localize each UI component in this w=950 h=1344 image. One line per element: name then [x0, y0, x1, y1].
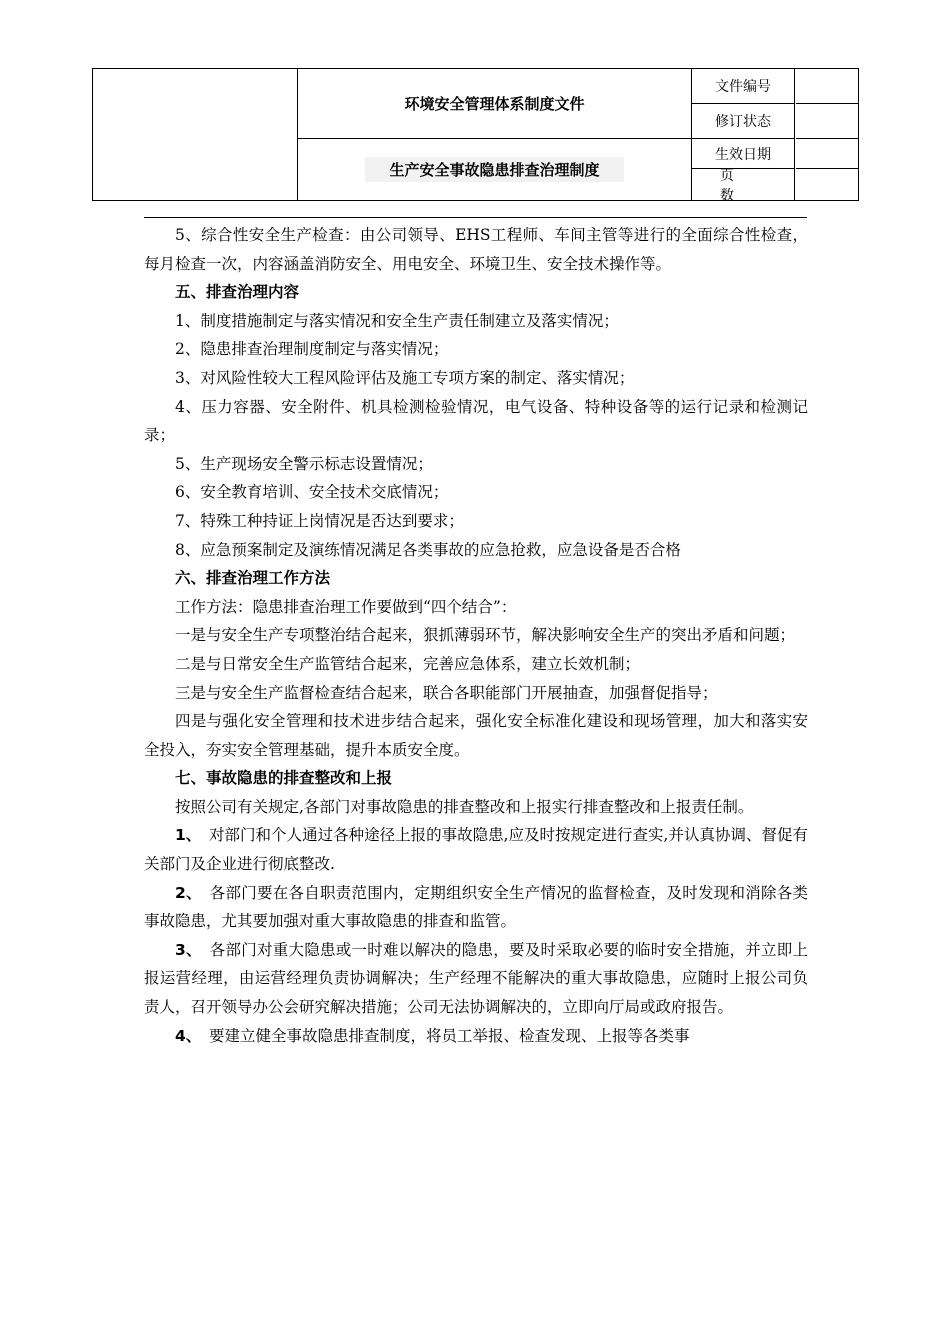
- section-heading: 五、排查治理内容: [175, 283, 300, 302]
- item-number: 1、: [175, 826, 194, 845]
- paragraph: [144, 821, 808, 878]
- pages-label: 页数: [692, 169, 795, 200]
- doc-no-value: [796, 69, 858, 104]
- effective-date-label: 生效日期: [692, 139, 795, 169]
- logo-cell: [93, 69, 298, 200]
- paragraph: 3、对风险性较大工程风险评估及施工专项方案的制定、落实情况；: [175, 368, 635, 387]
- paragraph: 8、应急预案制定及演练情况满足各类事故的应急抢救，应急设备是否合格: [175, 540, 681, 559]
- pages-value: [796, 169, 858, 200]
- header-rule: [144, 217, 807, 218]
- item-number: 3、: [175, 940, 195, 959]
- paragraph: [144, 936, 808, 1022]
- paragraph: 四是与强化安全管理和技术进步结合起来，强化安全标准化建设和现场管理，加大和落实安全投入，夯实安全管理基础，提升本质安全度。: [144, 712, 808, 759]
- item-text: 要建立健全事故隐患排查制度，将员工举报、检查发现、上报等各类事: [193, 1026, 690, 1045]
- paragraph: 2、隐患排查治理制度制定与落实情况；: [175, 340, 449, 359]
- item-number: 2、: [175, 883, 195, 902]
- document-title: 生产安全事故隐患排查治理制度: [365, 157, 623, 182]
- paragraph: 工作方法：隐患排查治理工作要做到“四个结合”：: [175, 597, 517, 616]
- paragraph: 5、综合性安全生产检查：由公司领导、EHS工程师、车间主管等进行的全面综合性检查，每月检查一次，内容涵盖消防安全、用电安全、环境卫生、安全技术操作等。: [144, 226, 808, 273]
- revision-label: 修订状态: [692, 104, 795, 139]
- system-title: 环境安全管理体系制度文件: [298, 69, 692, 139]
- paragraph: 二是与日常安全生产监管结合起来，完善应急体系，建立长效机制；: [175, 654, 641, 673]
- paragraph: 6、安全教育培训、安全技术交底情况；: [175, 483, 449, 502]
- paragraph: 一是与安全生产专项整治结合起来，狠抓薄弱环节，解决影响安全生产的突出矛盾和问题；: [175, 626, 796, 645]
- item-number: 4、: [175, 1026, 194, 1045]
- paragraph: 1、制度措施制定与落实情况和安全生产责任制建立及落实情况；: [175, 311, 619, 330]
- doc-no-label: 文件编号: [692, 69, 795, 104]
- paragraph: 三是与安全生产监督检查结合起来，联合各职能部门开展抽查，加强督促指导；: [175, 683, 718, 702]
- paragraph: [144, 879, 808, 936]
- section-heading: 七、事故隐患的排查整改和上报: [175, 769, 393, 788]
- paragraph: 5、生产现场安全警示标志设置情况；: [175, 454, 433, 473]
- revision-value: [796, 104, 858, 139]
- document-title-cell: [298, 139, 692, 200]
- paragraph: 7、特殊工种持证上岗情况是否达到要求；: [175, 511, 464, 530]
- header-table: [92, 68, 859, 204]
- item-text: 对部门和个人通过各种途径上报的事故隐患,应及时按规定进行查实,并认真协调、督促有关部门及企业进行彻底整改.: [144, 826, 808, 874]
- effective-date-value: [796, 139, 858, 169]
- paragraph: 4、压力容器、安全附件、机具检测检验情况，电气设备、特种设备等的运行记录和检测记录；: [144, 397, 808, 445]
- document-body: [144, 221, 808, 1050]
- paragraph: [144, 1022, 808, 1051]
- item-text: 各部门对重大隐患或一时难以解决的隐患，要及时采取必要的临时安全措施，并立即上报运营经理，由运营经理负责协调解决；生产经理不能解决的重大事故隐患，应随时上报公司负责人，召开领导办公会研究解决措施；公司无法协调解决的，立即向厅局或政府报告。: [144, 940, 808, 1017]
- item-text: 各部门要在各自职责范围内，定期组织安全生产情况的监督检查，及时发现和消除各类事故隐患，尤其要加强对重大事故隐患的排查和监管。: [144, 883, 808, 931]
- section-heading: 六、排查治理工作方法: [175, 569, 331, 588]
- paragraph: 按照公司有关规定,各部门对事故隐患的排查整改和上报实行排查整改和上报责任制。: [175, 797, 754, 816]
